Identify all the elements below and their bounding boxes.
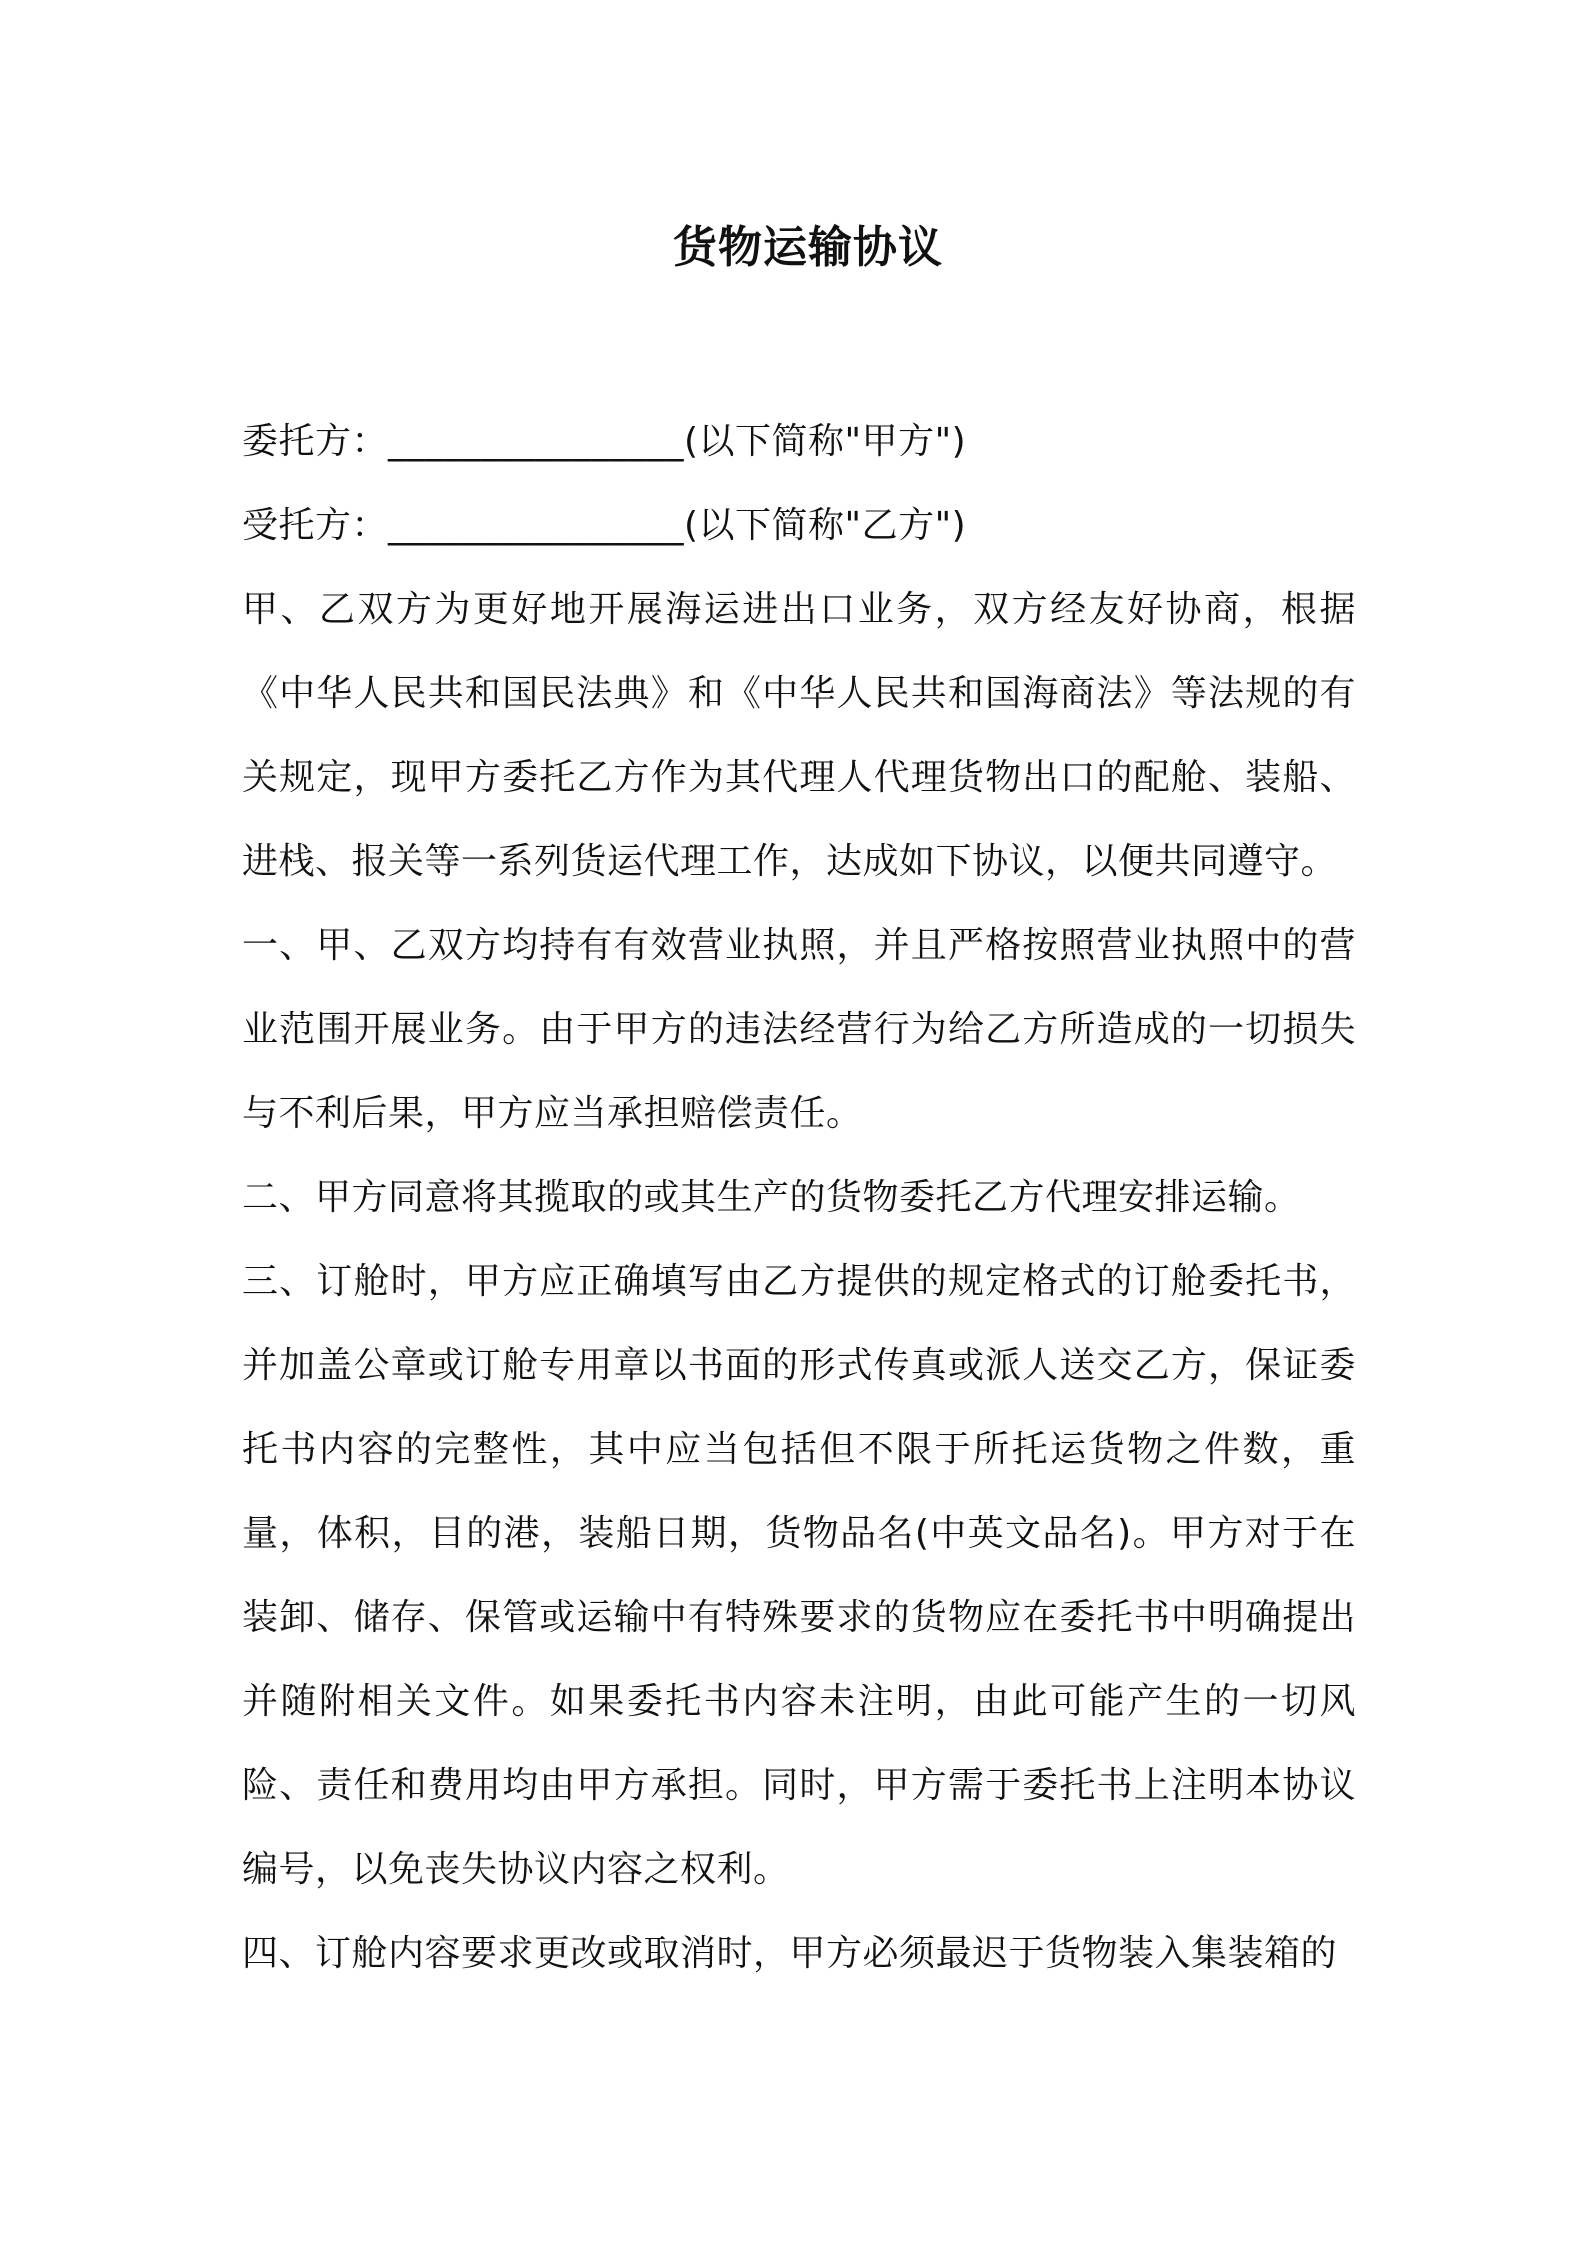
party-agent: 受托方：________________(以下简称"乙方") xyxy=(242,505,967,546)
paragraph-clause-4: 四、订舱内容要求更改或取消时，甲方必须最迟于货物装入集装箱的 xyxy=(242,1933,1338,1974)
paragraph-preamble: 甲、乙双方为更好地开展海运进出口业务，双方经友好协商，根据《中华人民共和国民法典》和《中华人民共和国海商法》等法规的有关规定，现甲方委托乙方作为其代理人代理货物出口的配舱、装船、进栈、报关等一系列货运代理工作，达成如下协议，以便共同遵守。 xyxy=(242,589,1356,882)
paragraph-clause-3: 三、订舱时，甲方应正确填写由乙方提供的规定格式的订舱委托书，并加盖公章或订舱专用章以书面的形式传真或派人送交乙方，保证委托书内容的完整性，其中应当包括但不限于所托运货物之件数，重量，体积，目的港，装船日期，货物品名(中英文品名)。甲方对于在装卸、储存、保管或运输中有特殊要求的货物应在委托书中明确提出并随附相关文件。如果委托书内容未注明，由此可能产生的一切风险、责任和费用均由甲方承担。同时，甲方需于委托书上注明本协议编号，以免丧失协议内容之权利。 xyxy=(242,1261,1356,1890)
paragraph-clause-2: 二、甲方同意将其揽取的或其生产的货物委托乙方代理安排运输。 xyxy=(242,1177,1301,1218)
document-title: 货物运输协议 xyxy=(673,222,943,273)
document-body xyxy=(242,400,1356,1996)
paragraph-clause-1: 一、甲、乙双方均持有有效营业执照，并且严格按照营业执照中的营业范围开展业务。由于甲方的违法经营行为给乙方所造成的一切损失与不利后果，甲方应当承担赔偿责任。 xyxy=(242,925,1356,1134)
party-client: 委托方：________________(以下简称"甲方") xyxy=(242,421,967,462)
